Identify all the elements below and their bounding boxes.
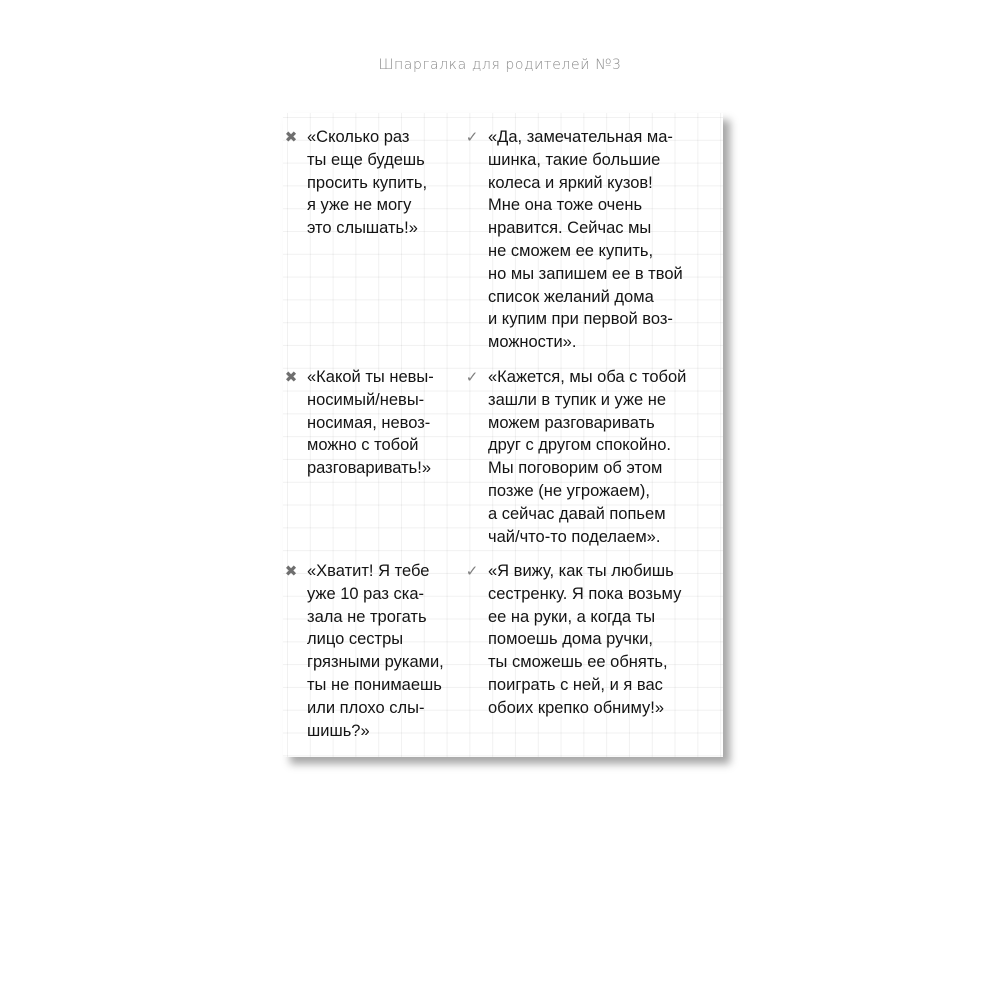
cross-icon: ✖ xyxy=(284,128,298,146)
cross-icon: ✖ xyxy=(284,562,298,580)
cross-icon: ✖ xyxy=(284,368,298,386)
check-icon: ✓ xyxy=(465,128,479,146)
bad-phrase-text: «Хватит! Я тебе уже 10 раз ска- зала не трогать лицо сестры грязными руками, ты не понимаешь или плохо слы- шишь?» xyxy=(307,562,444,740)
check-icon: ✓ xyxy=(465,562,479,580)
good-phrase-text: «Я вижу, как ты любишь сестренку. Я пока возьму ее на руки, а когда ты помоешь дома ручки, ты сможешь ее обнять, поиграть с ней, и я вас обоих крепко обниму!» xyxy=(488,562,682,717)
bad-phrase-text: «Сколько раз ты еще будешь просить купить, я уже не могу это слышать!» xyxy=(307,128,428,238)
page-header: Шпаргалка для родителей №3 xyxy=(378,57,622,73)
good-phrase-text: «Да, замечательная ма- шинка, такие большие колеса и яркий кузов! Мне она тоже очень нравится. Сейчас мы не сможем ее купить, но мы запишем ее в твой список желаний дома и купим при первой воз- можности». xyxy=(488,128,683,352)
check-icon: ✓ xyxy=(465,368,479,386)
cheat-sheet-card xyxy=(283,113,723,757)
good-phrase-text: «Кажется, мы оба с тобой зашли в тупик и уже не можем разговаривать друг с другом спокойно. Мы поговорим об этом позже (не угрожаем), а сейчас давай попьем чай/что-то поделаем». xyxy=(488,368,687,546)
bad-phrase-text: «Какой ты невы- носимый/невы- носимая, невоз- можно с тобой разговаривать!» xyxy=(307,368,434,478)
